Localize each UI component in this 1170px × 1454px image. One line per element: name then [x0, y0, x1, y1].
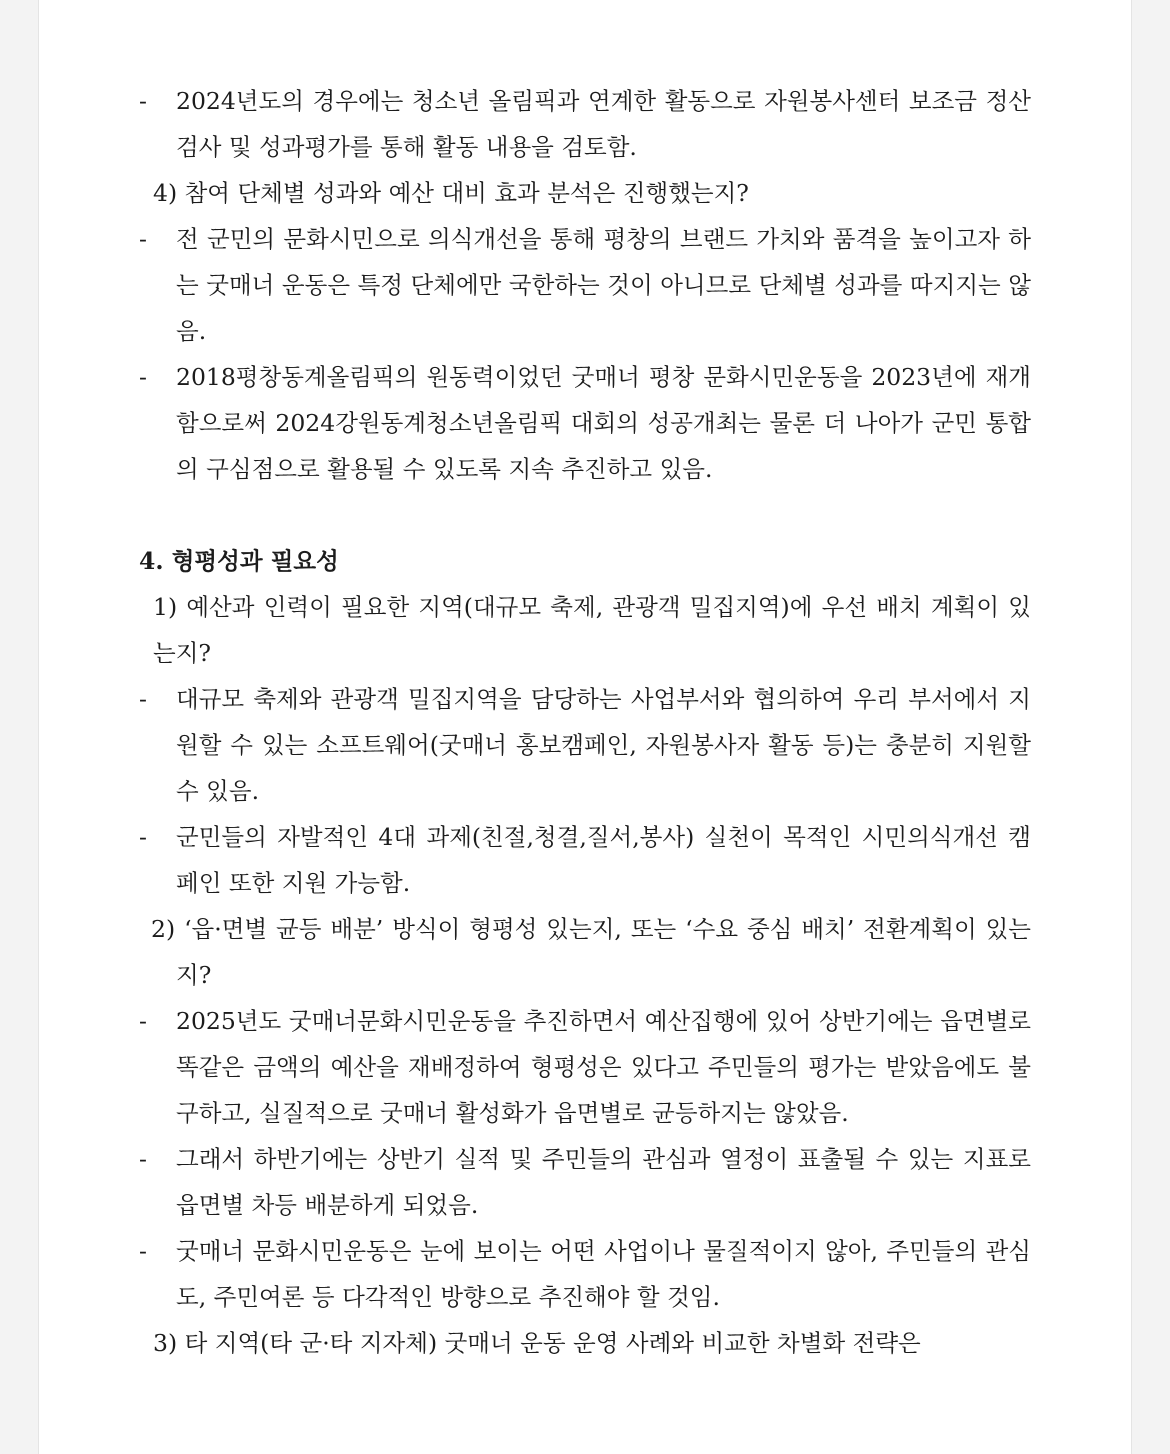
question-4: 4) 참여 단체별 성과와 예산 대비 효과 분석은 진행했는지? [153, 179, 749, 207]
bullet-dash: - [139, 363, 147, 391]
question-2: 2) ‘읍·면별 균등 배분’ 방식이 형평성 있는지, 또는 ‘수요 중심 배치’ 전환계획이 있는지? [151, 915, 1031, 989]
item-text: 대규모 축제와 관광객 밀집지역을 담당하는 사업부서와 협의하여 우리 부서에서 지원할 수 있는 소프트웨어(굿매너 홍보캠페인, 자원봉사자 활동 등)는 충분히 지원할 수 있음. [176, 685, 1031, 805]
list-item [139, 998, 1031, 1136]
bullet-dash: - [139, 225, 147, 253]
list-item [139, 676, 1031, 814]
question-3: 3) 타 지역(타 군·타 지자체) 굿매너 운동 운영 사례와 비교한 차별화 전략은 [153, 1329, 921, 1357]
list-item [139, 78, 1031, 170]
bullet-dash: - [139, 1237, 147, 1265]
bullet-dash: - [139, 823, 147, 851]
item-text: 굿매너 문화시민운동은 눈에 보이는 어떤 사업이나 물질적이지 않아, 주민들의 관심도, 주민여론 등 다각적인 방향으로 추진해야 할 것임. [176, 1237, 1031, 1311]
list-item [139, 354, 1031, 492]
bullet-dash: - [139, 1007, 147, 1035]
question-1: 1) 예산과 인력이 필요한 지역(대규모 축제, 관광객 밀집지역)에 우선 배치 계획이 있는지? [153, 593, 1031, 667]
item-text: 전 군민의 문화시민으로 의식개선을 통해 평창의 브랜드 가치와 품격을 높이고자 하는 굿매너 운동은 특정 단체에만 국한하는 것이 아니므로 단체별 성과를 따지지는 않음. [176, 225, 1031, 345]
bullet-dash: - [139, 87, 147, 115]
item-text: 2024년도의 경우에는 청소년 올림픽과 연계한 활동으로 자원봉사센터 보조금 정산검사 및 성과평가를 통해 활동 내용을 검토함. [176, 87, 1031, 161]
item-text: 2025년도 굿매너문화시민운동을 추진하면서 예산집행에 있어 상반기에는 읍면별로 똑같은 금액의 예산을 재배정하여 형평성은 있다고 주민들의 평가는 받았음에도 불구하고, 실질적으로 굿매너 활성화가 읍면별로 균등하지는 않았음. [176, 1007, 1031, 1127]
list-item [139, 1228, 1031, 1320]
list-item [139, 814, 1031, 906]
item-text: 2018평창동계올림픽의 원동력이었던 굿매너 평창 문화시민운동을 2023년에 재개함으로써 2024강원동계청소년올림픽 대회의 성공개최는 물론 더 나아가 군민 통합의 구심점으로 활용될 수 있도록 지속 추진하고 있음. [176, 363, 1031, 483]
bullet-dash: - [139, 1145, 147, 1173]
document-body [139, 78, 1031, 1366]
item-text: 그래서 하반기에는 상반기 실적 및 주민들의 관심과 열정이 표출될 수 있는 지표로 읍면별 차등 배분하게 되었음. [176, 1145, 1031, 1219]
section-heading: 4. 형평성과 필요성 [139, 547, 339, 575]
bullet-dash: - [139, 685, 147, 713]
list-item [139, 1136, 1031, 1228]
item-text: 군민들의 자발적인 4대 과제(친절,청결,질서,봉사) 실천이 목적인 시민의식개선 캠페인 또한 지원 가능함. [176, 823, 1031, 897]
list-item [139, 216, 1031, 354]
document-page [38, 0, 1132, 1454]
